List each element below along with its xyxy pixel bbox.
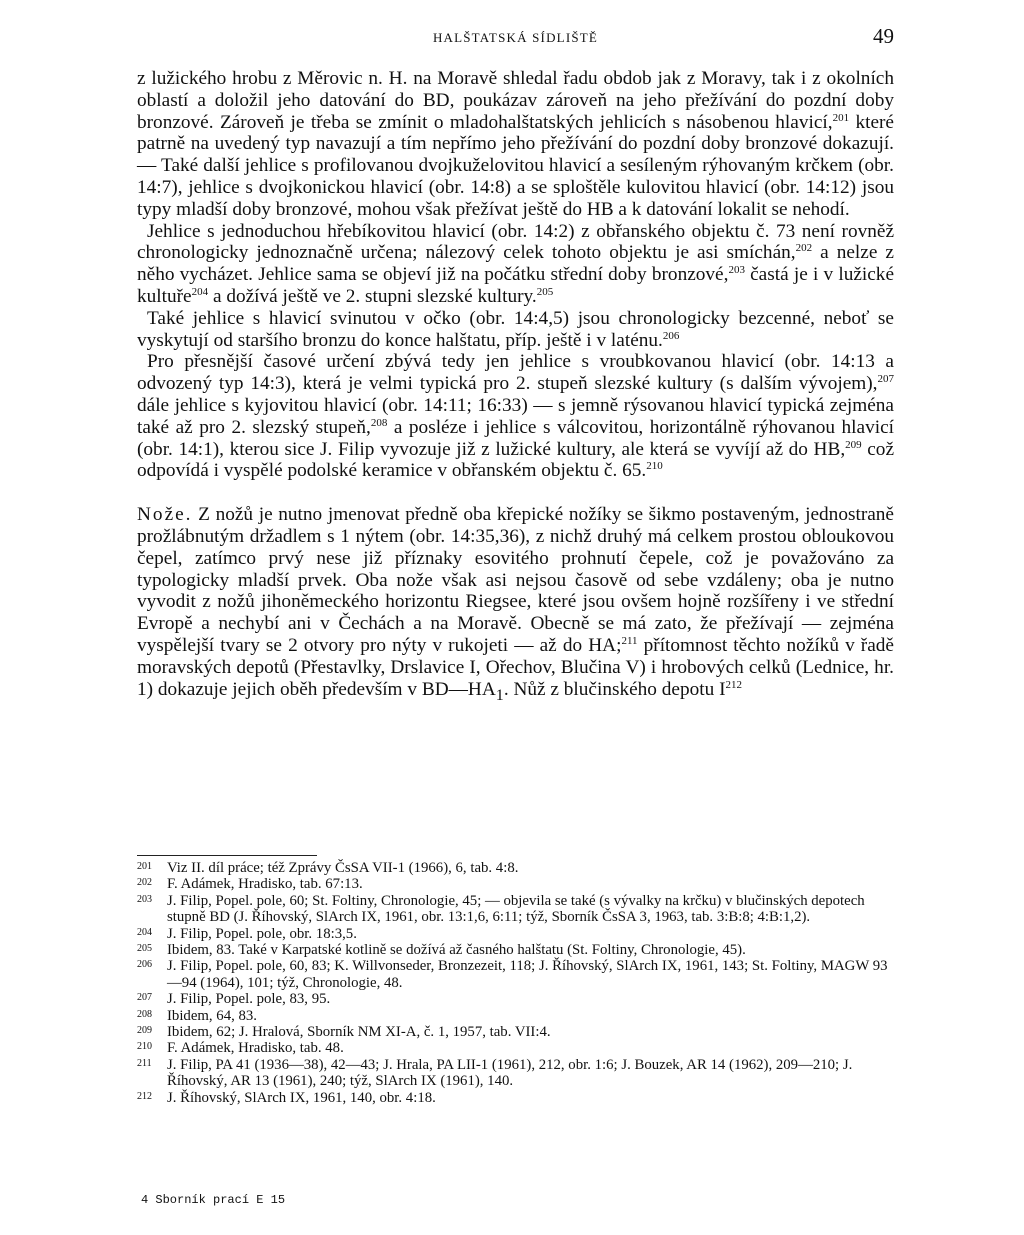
footnote: 202 F. Adámek, Hradisko, tab. 67:13. (137, 876, 363, 893)
footnote-ref[interactable]: 203 (728, 264, 745, 277)
footnote: 209 Ibidem, 62; J. Hralová, Sborník NM XI-A, č. 1, 1957, tab. VII:4. (137, 1024, 551, 1041)
footnote: 212 J. Říhovský, SlArch IX, 1961, 140, obr. 4:18. (137, 1089, 436, 1106)
footnote: 207 J. Filip, Popel. pole, 83, 95. (137, 991, 331, 1008)
footnote: 205 Ibidem, 83. Také v Karpatské kotlině se dožívá až časného halštatu (St. Foltiny, Chronologie, 45). (137, 942, 746, 959)
footnotes (137, 860, 894, 1106)
footnote-ref[interactable]: 208 (370, 416, 388, 429)
body-text (137, 68, 894, 706)
paragraph-2: Jehlice s jednoduchou hřebíkovitou hlavicí (obr. 14:2) z obřanského objektu č. 73 není rovněž chronologicky jednoznačně určena; nálezový celek tohoto objektu je asi smíchán,$^{202}$ a nelze z něho vycházet. Jehlice sama se objeví již na počátku střední doby bronzové,$^{203}$ častá je i v lužické kultuře$^{204}$ a dožívá ještě ve 2. stupni slezské kultury.$^{205}$ (137, 220, 895, 307)
footnote-ref[interactable]: 202 (795, 242, 813, 255)
footnote: 201 Viz II. díl práce; též Zprávy ČsSA VII-1 (1966), 6, tab. 4:8. (137, 860, 519, 876)
footnote-ref[interactable]: 201 (832, 111, 850, 124)
footnote-ref[interactable]: 210 (646, 460, 663, 473)
page-header (137, 24, 894, 50)
footnote: 204 J. Filip, Popel. pole, obr. 18:3,5. (137, 925, 357, 942)
footnote-ref[interactable]: 206 (662, 329, 680, 342)
footnote-ref[interactable]: 204 (191, 285, 209, 298)
paragraph-5: Nože. Z nožů je nutno jmenovat předně oba křepické nožíky se šikmo postaveným, jednostraně prožlábnutým držadlem s 1 nýtem (obr. 14:35,36), z nichž druhý má celkem prostou obloukovou čepel, zatímco prvý nese již příznaky esovitého prohnutí čepele, což je považováno za typologicky mladší prvek. Oba nože však asi nejsou časově od sebe vzdáleny; oba je nutno vyvodit z nožů jihoněmeckého horizontu Riegsee, které jsou ovšem hojně rozšířeny i ve střední Evropě a nechybí ani v Čechách a na Moravě. Obecně se má zato, že přežívají — zejména vyspělejší tvary se 2 otvory pro nýty v rukojeti — až do HA;$^{211}$ přítomnost těchto nožíků v řadě moravských depotů (Přestavlky, Drslavice I, Ořechov, Blučina V) i hrobových celků (Lednice, hr. 1) dokazuje jejich oběh především v $BD—HA_1$. Nůž z blučinského depotu $I^{212}$ (137, 504, 894, 704)
footnote-ref[interactable]: 209 (845, 438, 862, 451)
footnote-ref[interactable]: 207 (877, 373, 894, 386)
footnote: 211 J. Filip, PA 41 (1936—38), 42—43; J. Hrala, PA LII-1 (1961), 212, obr. 1:6; J. Bouzek, AR 14 (1962), 209—210; J. Říhovský, AR 13 (1961), 240; týž, SlArch IX (1961), 140. (137, 1056, 853, 1090)
footnote: 208 Ibidem, 64, 83. (137, 1007, 258, 1024)
footnote: 206 J. Filip, Popel. pole, 60, 83; K. Willvonseder, Bronzezeit, 118; J. Říhovský, SlArch IX, 1961, 143; St. Foltiny, MAGW 93—94 (1964), 101; týž, Chronologie, 48. (137, 958, 888, 991)
footnote: 203 J. Filip, Popel. pole, 60; St. Foltiny, Chronologie, 45; — objevila se také (s vývalky na krčku) v blučinských depotech stupně BD (J. Říhovský, SlArch IX, 1961, obr. 13:1,6, 6:11; týž, Sborník ČsSA 3, 1963, tab. 3:B:8; 4:B:1,2). (137, 892, 865, 926)
signature-line: 4 Sborník prací E 15 (141, 1193, 286, 1207)
footnote: 210 F. Adámek, Hradisko, tab. 48. (137, 1040, 344, 1057)
page-number: 49 (873, 24, 894, 48)
footnote-ref[interactable]: 212 (725, 678, 742, 691)
section-heading: Nože. (137, 504, 193, 526)
paragraph-3: Také jehlice s hlavicí svinutou v očko (obr. 14:4,5) jsou chronologicky bezcenné, neboť se vyskytují od staršího bronzu do konce halštatu, příp. ještě i v laténu.$^{206}$ (137, 307, 894, 351)
running-title: HALŠTATSKÁ SÍDLIŠTĚ (432, 30, 599, 45)
footnote-ref[interactable]: 205 (536, 285, 554, 298)
footnote-separator (137, 855, 317, 856)
footnote-ref[interactable]: 211 (621, 634, 638, 647)
paragraph-1: z lužického hrobu z Měrovic n. H. na Moravě shledal řadu obdob jak z Moravy, tak i z okolních oblastí a doložil jeho datování do BD, poukázav zároveň na jeho přežívání do pozdní doby bronzové. Zároveň je třeba se zmínit o mladohalštatských jehlicích s násobenou hlavicí,$^{201}$ které patrně na uvedený typ navazují a tím nepřímo jeho přežívání do pozdní doby bronzové dokazují. — Také další jehlice s profilovanou dvojkuželovitou hlavicí a sesíleným rýhovaným krčkem (obr. 14:7), jehlice s dvojkonickou hlavicí (obr. 14:8) a se sploštěle kulovitou hlavicí (obr. 14:12) jsou typy mladší doby bronzové, mohou však přežívat ještě do HB a k datování lokalit se nehodí. (137, 68, 894, 220)
paragraph-4: Pro přesnější časové určení zbývá tedy jen jehlice s vroubkovanou hlavicí (obr. 14:13 a odvozený typ 14:3), která je velmi typická pro 2. stupeň slezské kultury (s dalším vývojem),$^{207}$ dále jehlice s kyjovitou hlavicí (obr. 14:11; 16:33) — s jemně rýsovanou hlavicí typická zejména také až pro 2. slezský stupeň,$^{208}$ a posléze i jehlice s válcovitou, horizontálně rýhovanou hlavicí (obr. 14:1), kterou sice J. Filip vyvozuje již z lužické kultury, ale která se vyvíjí až do HB,$^{209}$ což odpovídá i vyspělé podolské keramice v obřanském objektu č. 65.$^{210}$ (137, 351, 895, 482)
